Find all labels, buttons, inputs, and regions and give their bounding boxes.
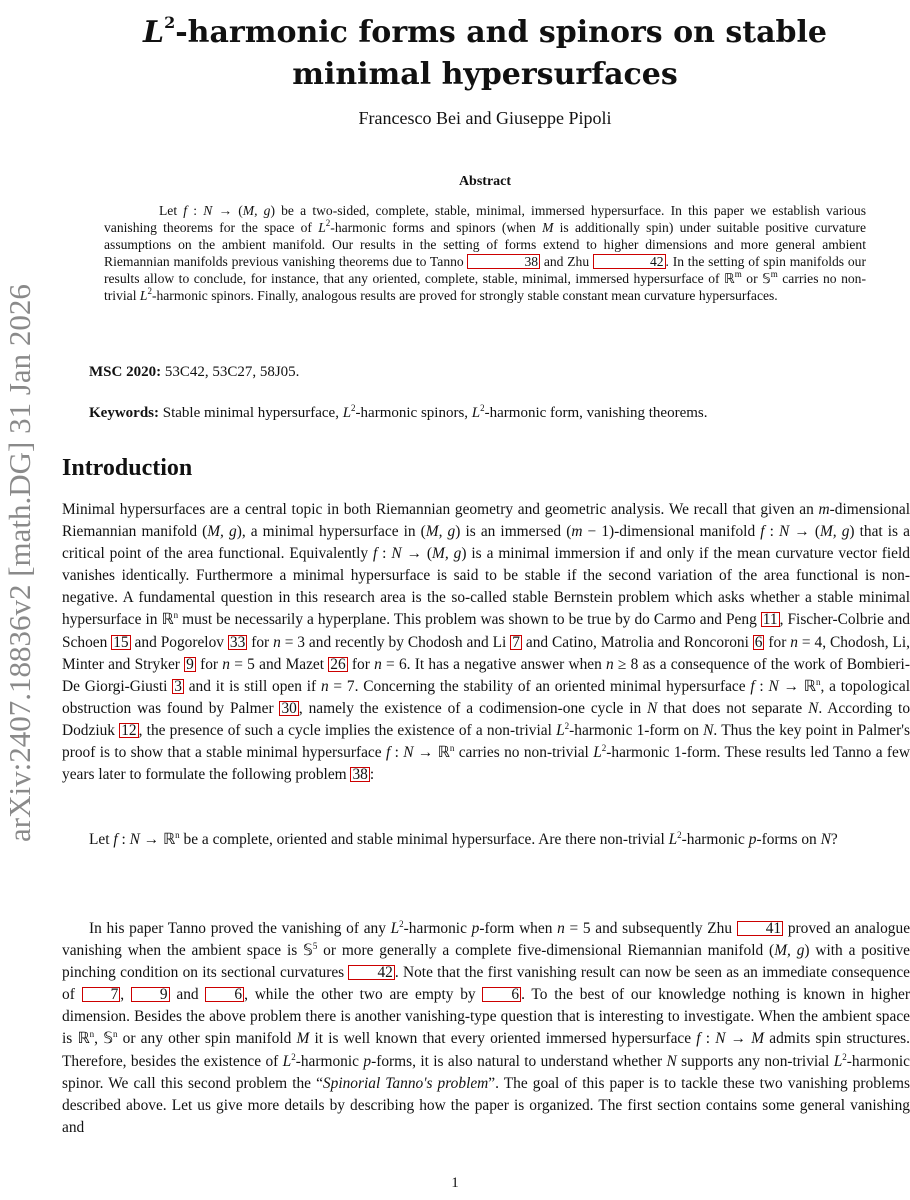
abstract-body: Let f : N → (M, g) be a two-sided, complete, stable, minimal, immersed hypersurface. In this paper we establish various vanishing theorems for the space of $L^2$-harmonic forms and spinors (when M is additionally spin) under suitable positive curvature assumptions on the ambient manifold. Our results in the setting of forms extend to higher dimensions and more general ambient Riemannian manifolds previous vanishing theorems due to Tanno 38 and Zhu 42 . In the setting of spin manifolds our results allow to conclude, for instance, that any oriented, complete, stable, minimal, immersed hypersurface of ℝ$^m$ or 𝕊$^m$ carries no non-trivial $L^2$-harmonic spinors. Finally, analogous results are proved for strongly stable constant mean curvature hypersurfaces.	[104, 203, 867, 303]
keywords: Keywords: Stable minimal hypersurface, $L^2$-harmonic spinors, $L^2$-harmonic form, vanishing theorems.	[89, 403, 708, 421]
introduction-paragraph-1: Minimal hypersurfaces are a central topic in both Riemannian geometry and geometric analysis. We recall that given an m-dimensional Riemannian manifold (M, g), a minimal hypersurface in (M, g) is an immersed (m − 1)-dimensional manifold f : N → (M, g) that is a critical point of the area functional. Equivalently f : N → (M, g) is a minimal immersion if and only if the mean curvature vector field vanishes identically. Furthermore a minimal hypersurface is said to be stable if the second variation of the area functional is non-negative. A fundamental question in this research area is the so-called stable Bernstein problem which asks whether a stable minimal hypersurface in ℝ$^n$ must be necessarily a hyperplane. This problem was shown to be true by do Carmo and Peng 11 , Fischer-Colbrie and Schoen 15 and Pogorelov 33 for n = 3 and recently by Chodosh and Li 7 and Catino, Matrolia and Roncoroni 6 for n = 4, Chodosh, Li, Minter and Stryker 9 for n = 5 and Mazet 26 for n = 6. It has a negative answer when n ≥ 8 as a consequence of the work of Bombieri-De Giorgi-Giusti 3 and it is still open if n = 7. Concerning the stability of an oriented minimal hypersurface f : N → ℝ$^n$, a topological obstruction was found by Palmer 30 , namely the existence of a codimension-one cycle in N that does not separate N. According to Dodziuk 12 , the presence of such a cycle implies the existence of a non-trivial $L^2$-harmonic 1-form on N. Thus the key point in Palmer's proof is to show that a stable minimal hypersurface f : N → ℝ$^n$ carries no non-trivial $L^2$-harmonic 1-form. These results led Tanno a few years later to formulate the following problem 38 :	[62, 501, 910, 784]
section-title-introduction: Introduction	[62, 455, 193, 481]
msc-classification	[89, 364, 879, 381]
introduction-paragraph-2: In his paper Tanno proved the vanishing of any $L^2$-harmonic p-form when n = 5 and subsequently Zhu 41 proved an analogue vanishing when the ambient space is 𝕊$^5$ or more generally a complete five-dimensional Riemannian manifold (M, g) with a positive pinching condition on its sectional curvatures 42 . Note that the first vanishing result can now be seen as an immediate consequence of 7 , 9 and 6 , while the other two are empty by 6 . To the best of our knowledge nothing is known in higher dimension. Besides the above problem there is another vanishing-type question that is interesting to investigate. When the ambient space is ℝ$^n$, 𝕊$^n$ or any other spin manifold M it is well known that every oriented immersed hypersurface f : N → M admits spin structures. Therefore, besides the existence of $L^2$-harmonic p-forms, it is also natural to understand whether N supports any non-trivial $L^2$-harmonic spinor. We call this second problem the “Spinorial Tanno's problem”. The goal of this paper is to tackle these two vanishing problems described above. Let us give more details by describing how the paper is organized. The first section contains some general vanishing and	[62, 919, 910, 1136]
tanno-problem-statement: Let f : N → ℝ$^n$ be a complete, oriented and stable minimal hypersurface. Are there non-trivial $L^2$-harmonic p-forms on N?	[89, 830, 838, 848]
keywords-label: Keywords:	[89, 405, 159, 421]
paper-authors: Francesco Bei and Giuseppe Pipoli	[358, 108, 612, 128]
paper-title: $L^2$-harmonic forms and spinors on stable minimal hypersurfaces	[142, 13, 828, 92]
msc-value: 53C42, 53C27, 58J05.	[164, 364, 300, 380]
arxiv-identifier-stamp: arXiv:2407.18836v2 [math.DG] 31 Jan 2026	[2, 284, 37, 842]
page-number: 1	[451, 1175, 459, 1191]
abstract-heading: Abstract	[458, 174, 512, 189]
msc-label: MSC 2020:	[89, 364, 162, 380]
